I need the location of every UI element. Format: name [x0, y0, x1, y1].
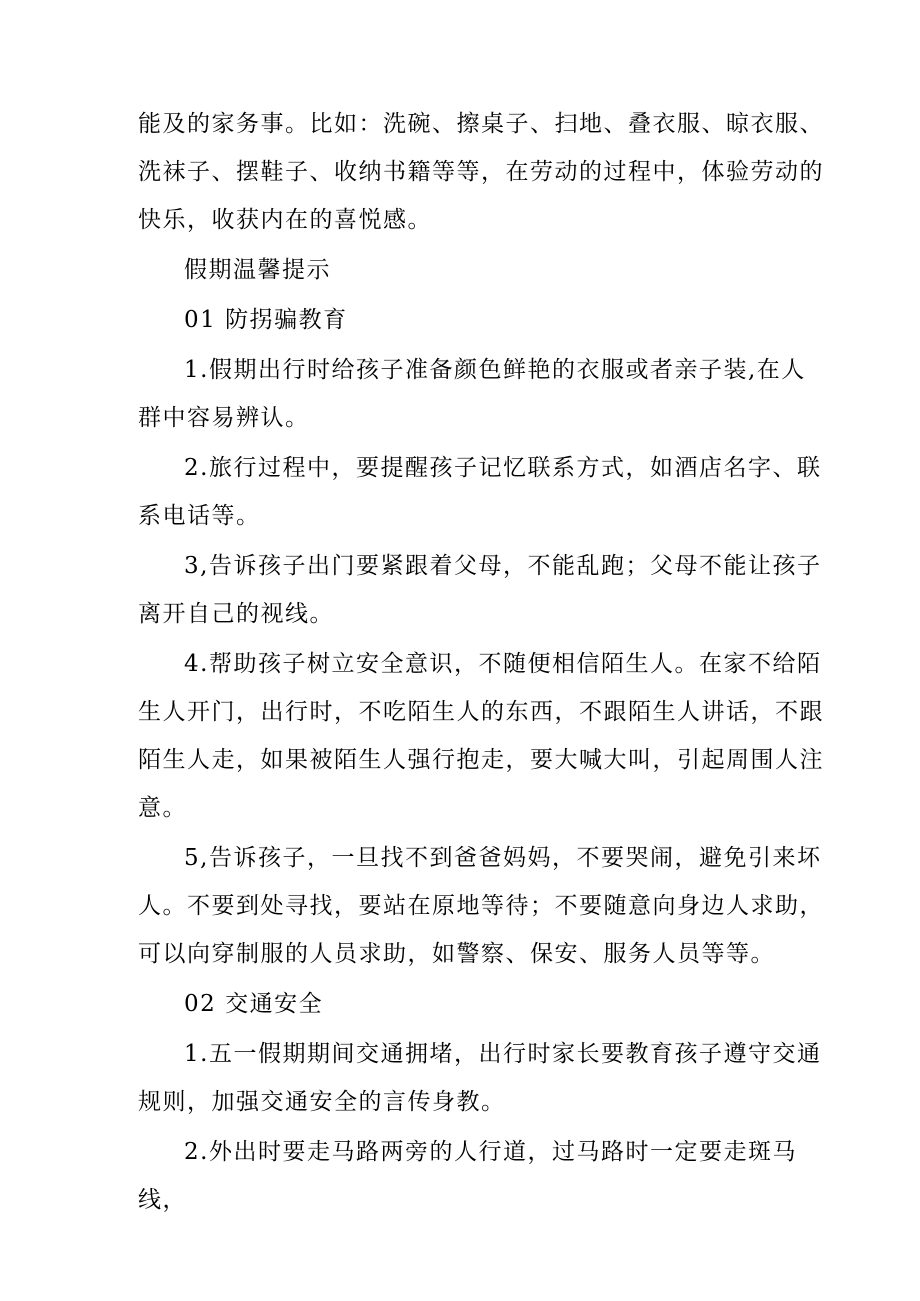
- list-item-when-lost: 5,告诉孩子，一旦找不到爸爸妈妈，不要哭闹，避免引来坏人。不要到处寻找，要站在原地等待；不要随意向身边人求助，可以向穿制服的人员求助，如警察、保安、服务人员等等。: [138, 845, 824, 967]
- heading-anti-abduction: 01 防拐骗教育: [184, 307, 348, 333]
- list-item-remember-contact: 2.旅行过程中，要提醒孩子记忆联系方式，如酒店名字、联系电话等。: [138, 455, 822, 529]
- heading-holiday-tips: 假期温馨提示: [184, 257, 331, 283]
- heading-traffic-safety: 02 交通安全: [184, 991, 324, 1017]
- document-page: [138, 100, 828, 1226]
- list-item-stay-close: 3,告诉孩子出门要紧跟着父母，不能乱跑；父母不能让孩子离开自己的视线。: [138, 553, 822, 627]
- paragraph-household-chores: 能及的家务事。比如：洗碗、擦桌子、扫地、叠衣服、晾衣服、洗袜子、摆鞋子、收纳书籍等等，在劳动的过程中，体验劳动的快乐，收获内在的喜悦感。: [138, 111, 824, 233]
- list-item-safety-awareness: 4.帮助孩子树立安全意识，不随便相信陌生人。在家不给陌生人开门，出行时，不吃陌生人的东西，不跟陌生人讲话，不跟陌生人走，如果被陌生人强行抱走，要大喊大叫，引起周围人注意。: [138, 651, 824, 821]
- list-item-bright-clothes: 1.假期出行时给孩子准备颜色鲜艳的衣服或者亲子装,在人群中容易辨认。: [138, 357, 806, 431]
- list-item-traffic-rules: 1.五一假期期间交通拥堵，出行时家长要教育孩子遵守交通规则，加强交通安全的言传身教。: [138, 1041, 822, 1115]
- list-item-sidewalk: 2.外出时要走马路两旁的人行道，过马路时一定要走斑马线，: [138, 1139, 797, 1213]
